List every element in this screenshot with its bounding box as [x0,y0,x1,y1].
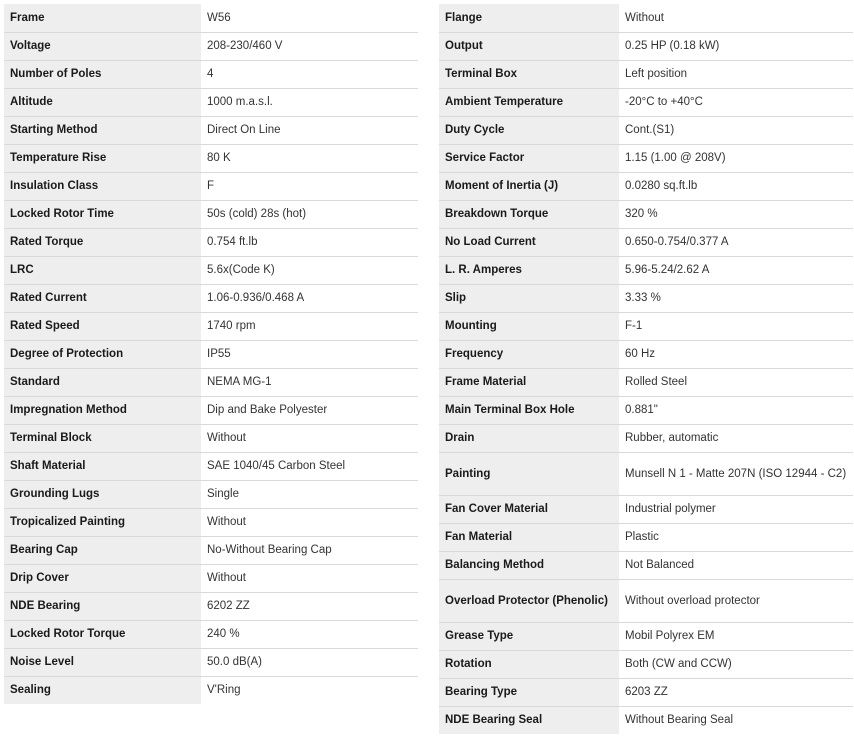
spec-label: LRC [4,256,201,284]
spec-value: Plastic [619,523,853,551]
spec-row [439,579,853,622]
spec-row [439,256,853,284]
spec-value: Without overload protector [619,579,853,622]
spec-row [439,706,853,734]
spec-value: Single [201,480,418,508]
spec-label: Degree of Protection [4,340,201,368]
spec-value: 1.06-0.936/0.468 A [201,284,418,312]
spec-value: 80 K [201,144,418,172]
spec-row [4,536,418,564]
spec-value: F [201,172,418,200]
spec-row [439,424,853,452]
spec-label: Locked Rotor Time [4,200,201,228]
spec-label: Service Factor [439,144,619,172]
spec-label: Sealing [4,676,201,704]
spec-label: Temperature Rise [4,144,201,172]
spec-label: Rated Current [4,284,201,312]
spec-row [439,228,853,256]
spec-label: Insulation Class [4,172,201,200]
spec-row [439,60,853,88]
spec-label: Frame Material [439,368,619,396]
spec-row [439,452,853,495]
spec-label: Grounding Lugs [4,480,201,508]
spec-row [4,32,418,60]
spec-label: NDE Bearing Seal [439,706,619,734]
spec-label: Bearing Type [439,678,619,706]
spec-value: Without [619,4,853,32]
spec-row [4,592,418,620]
spec-label: Number of Poles [4,60,201,88]
spec-row [4,508,418,536]
spec-row [4,396,418,424]
spec-value: Without [201,564,418,592]
spec-row [4,172,418,200]
spec-value: Without [201,508,418,536]
spec-label: L. R. Amperes [439,256,619,284]
spec-value: 50.0 dB(A) [201,648,418,676]
spec-row [439,116,853,144]
spec-row [4,620,418,648]
spec-row [4,368,418,396]
spec-row [439,368,853,396]
spec-value: 208-230/460 V [201,32,418,60]
spec-label: Balancing Method [439,551,619,579]
spec-value: Rubber, automatic [619,424,853,452]
spec-row [4,648,418,676]
spec-value: Dip and Bake Polyester [201,396,418,424]
spec-label: Fan Cover Material [439,495,619,523]
spec-value: 1000 m.a.s.l. [201,88,418,116]
spec-row [4,256,418,284]
spec-label: Breakdown Torque [439,200,619,228]
spec-row [439,551,853,579]
spec-label: Bearing Cap [4,536,201,564]
spec-row [4,200,418,228]
spec-value: 1.15 (1.00 @ 208V) [619,144,853,172]
spec-row [4,4,418,32]
spec-value: Industrial polymer [619,495,853,523]
spec-label: Drip Cover [4,564,201,592]
spec-label: Locked Rotor Torque [4,620,201,648]
spec-label: Mounting [439,312,619,340]
spec-label: Fan Material [439,523,619,551]
spec-row [439,523,853,551]
spec-value: Without Bearing Seal [619,706,853,734]
spec-value: 6203 ZZ [619,678,853,706]
spec-value: 5.6x(Code K) [201,256,418,284]
spec-row [4,116,418,144]
spec-value: Munsell N 1 - Matte 207N (ISO 12944 - C2) [619,452,853,495]
spec-label: Rated Torque [4,228,201,256]
spec-value: Cont.(S1) [619,116,853,144]
spec-label: Terminal Box [439,60,619,88]
spec-value: 0.754 ft.lb [201,228,418,256]
spec-label: Starting Method [4,116,201,144]
spec-label: Shaft Material [4,452,201,480]
spec-table-right [439,4,853,734]
spec-row [4,676,418,704]
spec-row [439,622,853,650]
spec-row [439,495,853,523]
spec-value: Both (CW and CCW) [619,650,853,678]
spec-label: Frame [4,4,201,32]
spec-label: Noise Level [4,648,201,676]
spec-value: NEMA MG-1 [201,368,418,396]
spec-value: 0.25 HP (0.18 kW) [619,32,853,60]
spec-label: Duty Cycle [439,116,619,144]
spec-value: F-1 [619,312,853,340]
spec-value: 60 Hz [619,340,853,368]
spec-table-left [4,4,418,704]
spec-label: Rated Speed [4,312,201,340]
spec-value: 5.96-5.24/2.62 A [619,256,853,284]
spec-value: Not Balanced [619,551,853,579]
spec-value: W56 [201,4,418,32]
spec-row [4,452,418,480]
spec-row [439,88,853,116]
spec-row [439,4,853,32]
specifications-table-right [439,4,853,734]
spec-row [4,340,418,368]
spec-row [439,678,853,706]
spec-value: Rolled Steel [619,368,853,396]
spec-row [439,144,853,172]
spec-row [439,396,853,424]
spec-label: Ambient Temperature [439,88,619,116]
spec-value: 0.0280 sq.ft.lb [619,172,853,200]
spec-label: Voltage [4,32,201,60]
spec-label: Drain [439,424,619,452]
spec-label: Moment of Inertia (J) [439,172,619,200]
spec-value: Without [201,424,418,452]
spec-label: Frequency [439,340,619,368]
spec-value: Direct On Line [201,116,418,144]
spec-label: Tropicalized Painting [4,508,201,536]
spec-row [4,312,418,340]
spec-label: NDE Bearing [4,592,201,620]
spec-row [4,564,418,592]
spec-label: Main Terminal Box Hole [439,396,619,424]
spec-label: Slip [439,284,619,312]
spec-value: IP55 [201,340,418,368]
spec-value: 50s (cold) 28s (hot) [201,200,418,228]
spec-value: 240 % [201,620,418,648]
spec-row [439,32,853,60]
spec-row [4,284,418,312]
spec-value: SAE 1040/45 Carbon Steel [201,452,418,480]
spec-value: -20°C to +40°C [619,88,853,116]
spec-label: Grease Type [439,622,619,650]
spec-row [439,650,853,678]
spec-label: Standard [4,368,201,396]
spec-label: Terminal Block [4,424,201,452]
spec-value: 6202 ZZ [201,592,418,620]
spec-row [4,480,418,508]
spec-value: 0.650-0.754/0.377 A [619,228,853,256]
spec-label: Altitude [4,88,201,116]
spec-label: Painting [439,452,619,495]
spec-row [4,88,418,116]
spec-row [4,60,418,88]
spec-label: Rotation [439,650,619,678]
spec-value: Left position [619,60,853,88]
spec-label: Output [439,32,619,60]
spec-row [4,228,418,256]
spec-row [439,312,853,340]
spec-value: V'Ring [201,676,418,704]
spec-label: Impregnation Method [4,396,201,424]
spec-value: 4 [201,60,418,88]
spec-row [439,200,853,228]
spec-label: Overload Protector (Phenolic) [439,579,619,622]
spec-row [4,144,418,172]
spec-label: No Load Current [439,228,619,256]
specifications-table-left [4,4,418,704]
spec-value: Mobil Polyrex EM [619,622,853,650]
spec-label: Flange [439,4,619,32]
spec-value: 320 % [619,200,853,228]
spec-row [4,424,418,452]
spec-row [439,172,853,200]
spec-value: No-Without Bearing Cap [201,536,418,564]
spec-value: 3.33 % [619,284,853,312]
spec-row [439,284,853,312]
spec-value: 1740 rpm [201,312,418,340]
spec-value: 0.881" [619,396,853,424]
spec-row [439,340,853,368]
